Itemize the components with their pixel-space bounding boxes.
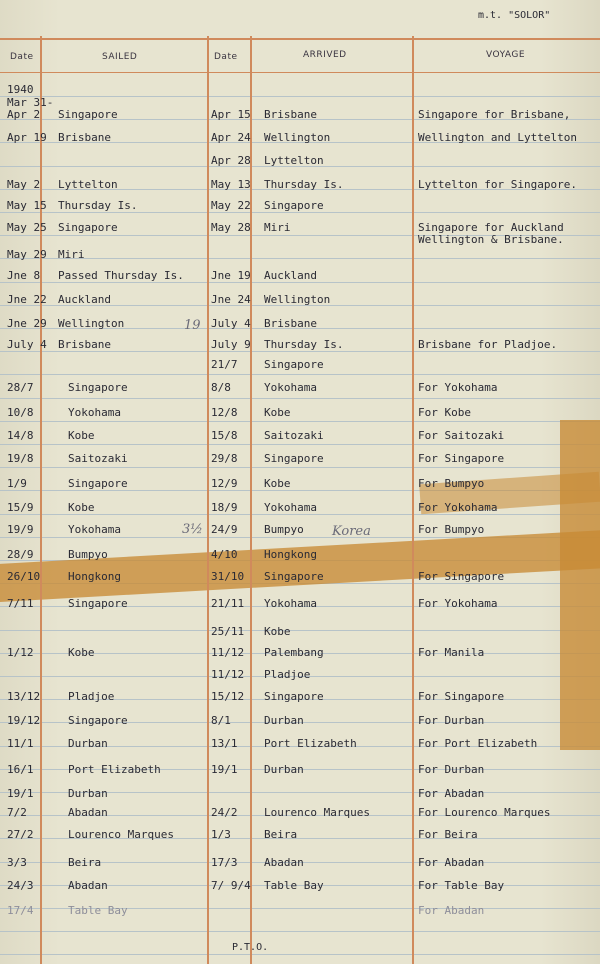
row-6-sailed-port: Singapore — [58, 221, 118, 234]
row-21-arrived-port: Hongkong — [264, 548, 317, 561]
row-34-arrived-date: 17/3 — [211, 856, 238, 869]
row-21-sailed-port: Bumpyo — [68, 548, 108, 561]
row-27-voyage: For Singapore — [418, 690, 505, 703]
row-23-sailed-date: 7/11 — [7, 597, 34, 610]
row-31-sailed-date: 19/1 — [7, 787, 34, 800]
row-18-sailed-date: 1/9 — [7, 477, 27, 490]
row-27-sailed-port: Pladjoe — [68, 690, 115, 703]
row-18-arrived-port: Kobe — [264, 477, 291, 490]
row-33-sailed-port: Lourenco Marques — [68, 828, 174, 841]
row-1-arrived-port: Brisbane — [264, 108, 317, 121]
row-29-arrived-port: Port Elizabeth — [264, 737, 357, 750]
row-17-sailed-port: Saitozaki — [68, 452, 128, 465]
row-35-arrived-port: Table Bay — [264, 879, 324, 892]
row-19-sailed-date: 15/9 — [7, 501, 34, 514]
row-26-arrived-date: 11/12 — [211, 668, 245, 681]
row-29-arrived-date: 13/1 — [211, 737, 238, 750]
tape-strip-right — [560, 420, 600, 750]
row-17-arrived-port: Singapore — [264, 452, 324, 465]
row-19-sailed-port: Kobe — [68, 501, 95, 514]
header-date-sailed: Date — [10, 52, 34, 62]
ruled-line — [0, 258, 600, 259]
row-6-arrived-port: Miri — [264, 221, 291, 234]
row-17-arrived-date: 29/8 — [211, 452, 238, 465]
row-9-sailed-port: Passed Thursday Is. — [58, 269, 184, 282]
row-31-sailed-port: Durban — [68, 787, 108, 800]
row-21-sailed-date: 28/9 — [7, 548, 34, 561]
row-3-arrived-port: Lyttelton — [264, 154, 324, 167]
row-11-arrived-port: Brisbane — [264, 317, 317, 330]
row-33-arrived-date: 1/3 — [211, 828, 231, 841]
column-line-2 — [207, 36, 209, 964]
column-line-3 — [250, 36, 252, 964]
row-31-voyage: For Abadan — [418, 787, 485, 800]
row-32-sailed-date: 7/2 — [7, 806, 27, 819]
row-34-sailed-port: Beira — [68, 856, 102, 869]
row-4-sailed-date: May 2 — [7, 178, 41, 191]
row-25-arrived-date: 11/12 — [211, 646, 245, 659]
row-32-sailed-port: Abadan — [68, 806, 108, 819]
row-12-sailed-date: July 4 — [7, 338, 47, 351]
ruled-line — [0, 467, 600, 468]
row-8-sailed-port: Miri — [58, 248, 85, 261]
row-20-arrived-port: Bumpyo — [264, 523, 304, 536]
row-4-arrived-port: Thursday Is. — [264, 178, 344, 191]
row-22-arrived-date: 31/10 — [211, 570, 245, 583]
row-22-voyage: For Singapore — [418, 570, 505, 583]
ruled-line — [0, 212, 600, 213]
row-2-arrived-date: Apr 24 — [211, 131, 251, 144]
row-15-sailed-port: Yokohama — [68, 406, 121, 419]
row-30-sailed-date: 16/1 — [7, 763, 34, 776]
row-16-sailed-port: Kobe — [68, 429, 95, 442]
row-22-arrived-port: Singapore — [264, 570, 324, 583]
row-6-arrived-date: May 28 — [211, 221, 251, 234]
header-date-arrived: Date — [214, 52, 238, 62]
row-35-arrived-date: 7/ 9/4 — [211, 879, 251, 892]
ship-name: m.t. "SOLOR" — [478, 10, 551, 21]
row-16-arrived-port: Saitozaki — [264, 429, 324, 442]
row-25-sailed-date: 1/12 — [7, 646, 34, 659]
row-13-arrived-port: Singapore — [264, 358, 324, 371]
ruled-line — [0, 351, 600, 352]
row-22-sailed-date: 26/10 — [7, 570, 41, 583]
row-11-arrived-date: July 4 — [211, 317, 251, 330]
row-35-sailed-port: Abadan — [68, 879, 108, 892]
row-1-sailed-date: Apr 2 — [7, 108, 41, 121]
row-5-sailed-date: May 15 — [7, 199, 47, 212]
row-28-sailed-date: 19/12 — [7, 714, 41, 727]
row-8-sailed-date: May 29 — [7, 248, 47, 261]
ruled-line — [0, 444, 600, 445]
row-15-arrived-date: 12/8 — [211, 406, 238, 419]
column-line-4 — [412, 36, 414, 964]
row-19-voyage: For Yokohama — [418, 501, 498, 514]
header-arrived: ARRIVED — [303, 50, 347, 60]
annotation-korea: Korea — [332, 524, 371, 539]
row-1-voyage: Singapore for Brisbane, — [418, 108, 571, 121]
row-36-voyage: For Abadan — [418, 904, 485, 917]
row-15-sailed-date: 10/8 — [7, 406, 34, 419]
row-25-sailed-port: Kobe — [68, 646, 95, 659]
row-28-arrived-date: 8/1 — [211, 714, 231, 727]
row-12-arrived-date: July 9 — [211, 338, 251, 351]
column-line-1 — [40, 36, 42, 964]
header-top-line — [0, 38, 600, 40]
row-18-voyage: For Bumpyo — [418, 477, 485, 490]
row-16-sailed-date: 14/8 — [7, 429, 34, 442]
row-5-arrived-port: Singapore — [264, 199, 324, 212]
row-23-sailed-port: Singapore — [68, 597, 128, 610]
row-2-sailed-port: Brisbane — [58, 131, 111, 144]
row-16-voyage: For Saitozaki — [418, 429, 505, 442]
row-11-sailed-port: Wellington — [58, 317, 125, 330]
row-12-sailed-port: Brisbane — [58, 338, 111, 351]
row-30-arrived-date: 19/1 — [211, 763, 238, 776]
row-0-sailed-date: Mar 31- — [7, 96, 54, 109]
row-32-arrived-date: 24/2 — [211, 806, 238, 819]
row-5-arrived-date: May 22 — [211, 199, 251, 212]
row-4-arrived-date: May 13 — [211, 178, 251, 191]
row-10-arrived-date: Jne 24 — [211, 293, 251, 306]
row-25-arrived-port: Palembang — [264, 646, 324, 659]
row-18-arrived-date: 12/9 — [211, 477, 238, 490]
row-4-sailed-port: Lyttelton — [58, 178, 118, 191]
row-27-arrived-date: 15/12 — [211, 690, 245, 703]
row-33-voyage: For Beira — [418, 828, 478, 841]
ruled-line — [0, 514, 600, 515]
row-32-voyage: For Lourenco Marques — [418, 806, 551, 819]
row-36-sailed-port: Table Bay — [68, 904, 128, 917]
row-3-arrived-date: Apr 28 — [211, 154, 251, 167]
row-14-arrived-date: 8/8 — [211, 381, 231, 394]
row-2-voyage: Wellington and Lyttelton — [418, 131, 577, 144]
ruled-line — [0, 630, 600, 631]
ruled-line — [0, 282, 600, 283]
row-14-sailed-port: Singapore — [68, 381, 128, 394]
row-13-arrived-date: 21/7 — [211, 358, 238, 371]
header-bottom-line — [0, 72, 600, 73]
row-34-arrived-port: Abadan — [264, 856, 304, 869]
header-voyage: VOYAGE — [486, 50, 526, 60]
row-33-arrived-port: Beira — [264, 828, 298, 841]
row-6-voyage: Singapore for Auckland — [418, 221, 564, 234]
row-17-sailed-date: 19/8 — [7, 452, 34, 465]
row-20-sailed-port: Yokohama — [68, 523, 121, 536]
row-19-arrived-port: Yokohama — [264, 501, 317, 514]
footer-pto: P.T.O. — [232, 942, 269, 953]
row-32-arrived-port: Lourenco Marques — [264, 806, 370, 819]
row-29-sailed-date: 11/1 — [7, 737, 34, 750]
row-17-voyage: For Singapore — [418, 452, 505, 465]
row-9-arrived-date: Jne 19 — [211, 269, 251, 282]
row-27-sailed-date: 13/12 — [7, 690, 41, 703]
row-19-arrived-date: 18/9 — [211, 501, 238, 514]
row-1-sailed-port: Singapore — [58, 108, 118, 121]
ruled-line — [0, 96, 600, 97]
row-24-arrived-port: Kobe — [264, 625, 291, 638]
row-14-sailed-date: 28/7 — [7, 381, 34, 394]
row-26-arrived-port: Pladjoe — [264, 668, 311, 681]
row-35-voyage: For Table Bay — [418, 879, 505, 892]
row-2-sailed-date: Apr 19 — [7, 131, 47, 144]
row-27-arrived-port: Singapore — [264, 690, 324, 703]
row-9-sailed-date: Jne 8 — [7, 269, 41, 282]
header-sailed: SAILED — [102, 52, 138, 62]
row-22-sailed-port: Hongkong — [68, 570, 121, 583]
tape-strip-diagonal — [0, 529, 600, 603]
row-30-arrived-port: Durban — [264, 763, 304, 776]
row-7-voyage: Wellington & Brisbane. — [418, 233, 564, 246]
row-20-arrived-date: 24/9 — [211, 523, 238, 536]
row-20-voyage: For Bumpyo — [418, 523, 485, 536]
row-23-arrived-date: 21/11 — [211, 597, 245, 610]
ruled-line — [0, 374, 600, 375]
row-16-arrived-date: 15/8 — [211, 429, 238, 442]
row-25-voyage: For Manila — [418, 646, 485, 659]
ruled-line — [0, 954, 600, 955]
row-12-arrived-port: Thursday Is. — [264, 338, 344, 351]
row-15-voyage: For Kobe — [418, 406, 471, 419]
annotation-19: 19 — [184, 318, 201, 333]
row-35-sailed-date: 24/3 — [7, 879, 34, 892]
ruled-line — [0, 421, 600, 422]
row-34-sailed-date: 3/3 — [7, 856, 27, 869]
year-label: 1940 — [7, 83, 34, 96]
row-24-arrived-date: 25/11 — [211, 625, 245, 638]
row-15-arrived-port: Kobe — [264, 406, 291, 419]
row-6-sailed-date: May 25 — [7, 221, 47, 234]
row-14-voyage: For Yokohama — [418, 381, 498, 394]
row-29-voyage: For Port Elizabeth — [418, 737, 538, 750]
row-30-sailed-port: Port Elizabeth — [68, 763, 161, 776]
row-33-sailed-date: 27/2 — [7, 828, 34, 841]
row-10-arrived-port: Wellington — [264, 293, 331, 306]
row-28-arrived-port: Durban — [264, 714, 304, 727]
row-10-sailed-port: Auckland — [58, 293, 111, 306]
row-14-arrived-port: Yokohama — [264, 381, 317, 394]
row-21-arrived-date: 4/10 — [211, 548, 238, 561]
ruled-line — [0, 931, 600, 932]
row-30-voyage: For Durban — [418, 763, 485, 776]
row-18-sailed-port: Singapore — [68, 477, 128, 490]
row-23-arrived-port: Yokohama — [264, 597, 317, 610]
row-34-voyage: For Abadan — [418, 856, 485, 869]
row-12-voyage: Brisbane for Pladjoe. — [418, 338, 558, 351]
row-1-arrived-date: Apr 15 — [211, 108, 251, 121]
row-28-sailed-port: Singapore — [68, 714, 128, 727]
row-5-sailed-port: Thursday Is. — [58, 199, 138, 212]
row-29-sailed-port: Durban — [68, 737, 108, 750]
row-28-voyage: For Durban — [418, 714, 485, 727]
row-20-sailed-date: 19/9 — [7, 523, 34, 536]
annotation-3-half: 3½ — [182, 522, 203, 537]
ruled-line — [0, 398, 600, 399]
row-4-voyage: Lyttelton for Singapore. — [418, 178, 577, 191]
row-36-sailed-date: 17/4 — [7, 904, 34, 917]
row-2-arrived-port: Wellington — [264, 131, 331, 144]
row-23-voyage: For Yokohama — [418, 597, 498, 610]
row-10-sailed-date: Jne 22 — [7, 293, 47, 306]
row-11-sailed-date: Jne 29 — [7, 317, 47, 330]
row-9-arrived-port: Auckland — [264, 269, 317, 282]
